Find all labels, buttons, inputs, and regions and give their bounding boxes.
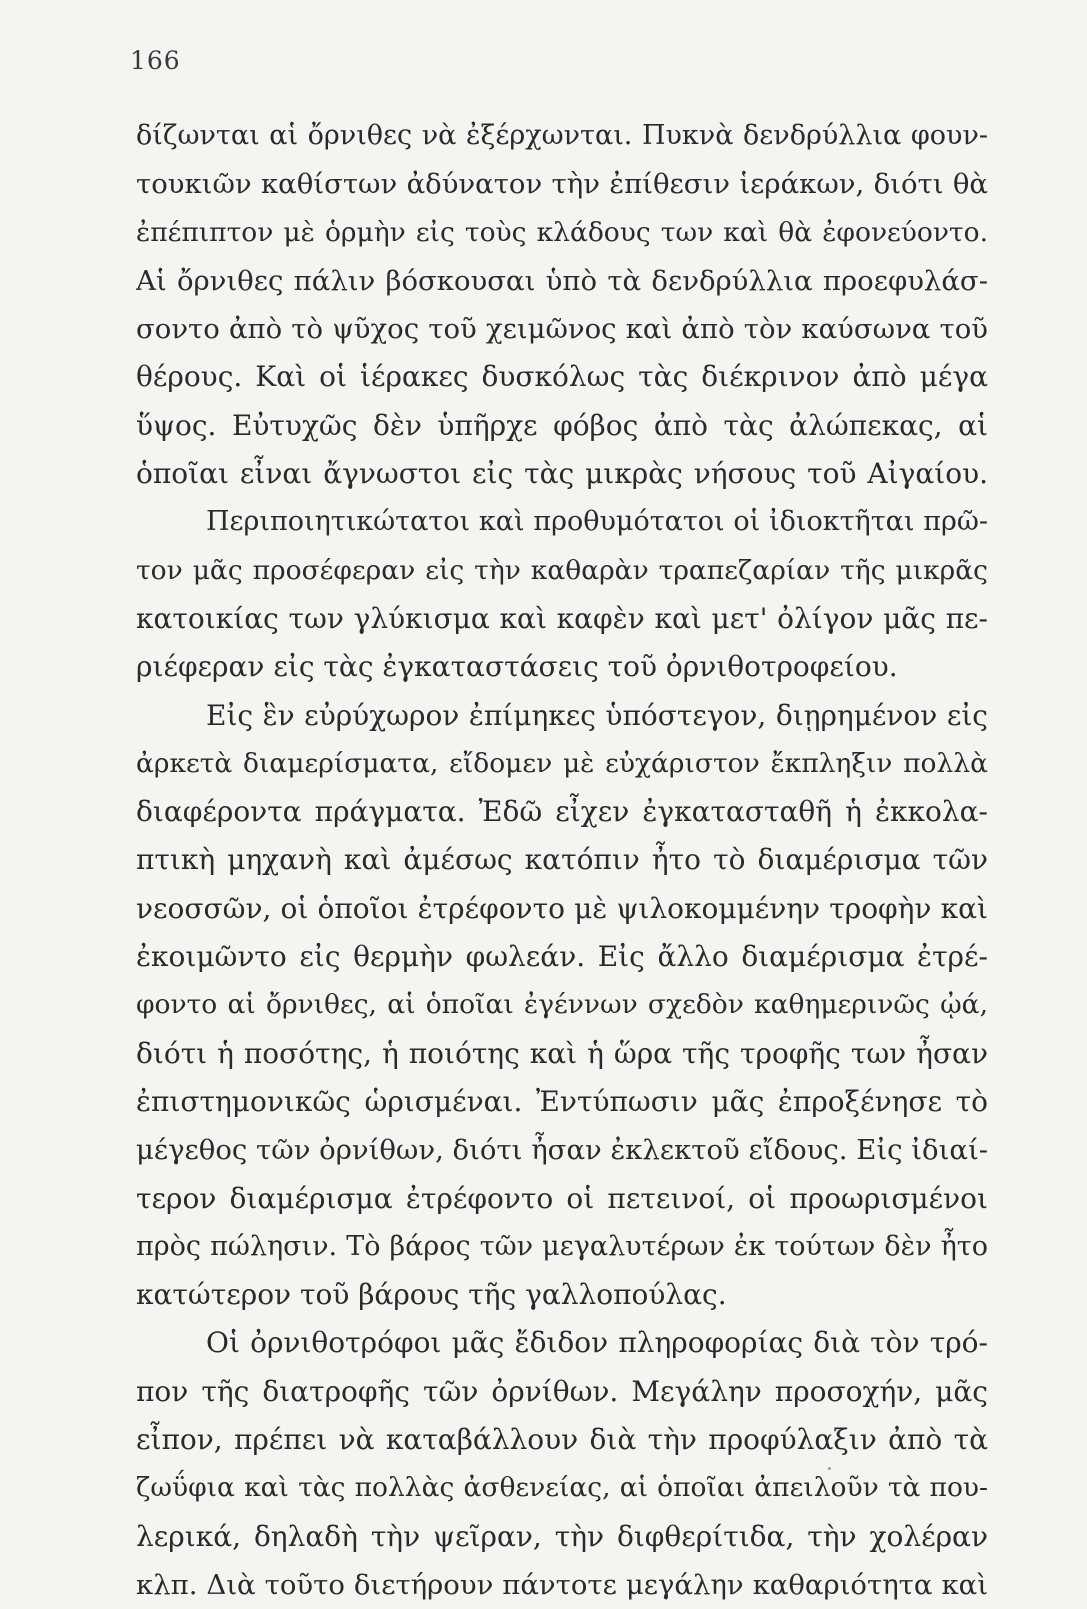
text-line: δίζωνται αἱ ὄρνιθες νὰ ἐξέρχωνται. Πυκνὰ δενδρύλλια φουν-	[136, 120, 988, 151]
text-line: Αἱ ὄρνιθες πάλιν βόσκουσαι ὑπὸ τὰ δενδρύλλια προεφυλάσ-	[136, 264, 988, 297]
text-line: εἶπον, πρέπει νὰ καταβάλλουν διὰ τὴν προφύλαξιν ἀπὸ τὰ	[136, 1423, 988, 1457]
text-line: πρὸς πώλησιν. Τὸ βάρος τῶν μεγαλυτέρων ἐκ τούτων δὲν ἦτο	[136, 1230, 988, 1262]
text-line: μέγεθος τῶν ὀρνίθων, διότι ἦσαν ἐκλεκτοῦ εἴδους. Εἰς ἰδιαί-	[136, 1134, 988, 1167]
text-line: Περιποιητικώτατοι καὶ προθυμότατοι οἱ ἰδιοκτῆται πρῶ-	[206, 506, 988, 538]
text-line: θέρους. Καὶ οἱ ἱέρακες δυσκόλως τὰς διέκρινον ἀπὸ μέγα	[136, 360, 988, 394]
text-line: ὁποῖαι εἶναι ἄγνωστοι εἰς τὰς μικρὰς νήσους τοῦ Αἰγαίου.	[136, 457, 988, 491]
text-line: διαφέροντα πράγματα. Ἐδῶ εἶχεν ἐγκατασταθῆ ἡ ἐκκολα-	[136, 795, 988, 829]
text-line: ὕψος. Εὐτυχῶς δὲν ὑπῆρχε φόβος ἀπὸ τὰς ἀλώπεκας, αἱ	[136, 408, 988, 442]
text-line: ζωΰφια καὶ τὰς πολλὰς ἀσθενείας, αἱ ὁποῖαι ἀπειλοῦν τὰ που-	[136, 1472, 988, 1504]
text-line: ἐκοιμῶντο εἰς θερμὴν φωλεάν. Εἰς ἄλλο διαμέρισμα ἐτρέ-	[136, 940, 988, 974]
text-line: τερον διαμέρισμα ἐτρέφοντο οἱ πετεινοί, οἱ προωρισμένοι	[136, 1181, 988, 1215]
text-line: ἐπέπιπτον μὲ ὁρμὴν εἰς τοὺς κλάδους των καὶ θὰ ἐφονεύοντο.	[136, 216, 988, 248]
text-line: πον τῆς διατροφῆς τῶν ὀρνίθων. Μεγάλην προσοχήν, μᾶς	[136, 1374, 988, 1408]
text-line: νεοσσῶν, οἱ ὁποῖοι ἐτρέφοντο μὲ ψιλοκομμένην τροφὴν καὶ	[136, 891, 988, 925]
text-line: ριέφεραν εἰς τὰς ἐγκαταστάσεις τοῦ ὀρνιθοτροφείου.	[136, 650, 898, 684]
text-line: κλπ. Διὰ τοῦτο διετήρουν πάντοτε μεγάλην καθαριότητα καὶ	[136, 1568, 988, 1601]
text-line: σοντο ἀπὸ τὸ ψῦχος τοῦ χειμῶνος καὶ ἀπὸ τὸν καύσωνα τοῦ	[136, 313, 988, 346]
text-line: Εἰς ἓν εὐρύχωρον ἐπίμηκες ὑπόστεγον, διῃρημένον εἰς	[206, 698, 988, 732]
text-line: διότι ἡ ποσότης, ἡ ποιότης καὶ ἡ ὥρα τῆς τροφῆς των ἦσαν	[136, 1036, 988, 1070]
text-line: ἐπιστημονικῶς ὡρισμέναι. Ἐντύπωσιν μᾶς ἐπροξένησε τὸ	[136, 1084, 988, 1118]
text-line: λερικά, δηλαδὴ τὴν ψεῖραν, τὴν διφθερίτιδα, τὴν χολέραν	[136, 1519, 988, 1553]
text-line: κατώτερον τοῦ βάρους τῆς γαλλοπούλας.	[136, 1278, 727, 1312]
text-line: Οἱ ὀρνιθοτρόφοι μᾶς ἔδιδον πληροφορίας διὰ τὸν τρό-	[206, 1326, 988, 1360]
text-line: ἀρκετὰ διαμερίσματα, εἴδομεν μὲ εὐχάριστον ἔκπληξιν πολλὰ	[136, 747, 988, 779]
text-line: κατοικίας των γλύκισμα καὶ καφὲν καὶ μετ' ὀλίγον μᾶς πε-	[136, 601, 988, 635]
text-line: τουκιῶν καθίστων ἀδύνατον τὴν ἐπίθεσιν ἱεράκων, διότι θὰ	[136, 168, 988, 201]
text-line: πτικὴ μηχανὴ καὶ ἀμέσως κατόπιν ἦτο τὸ διαμέρισμα τῶν	[136, 843, 988, 877]
text-line: φοντο αἱ ὄρνιθες, αἱ ὁποῖαι ἐγέννων σχεδὸν καθημερινῶς ᾠά,	[136, 989, 988, 1021]
paper-speck	[828, 1467, 831, 1470]
body-text	[136, 112, 988, 1609]
text-line: τον μᾶς προσέφεραν εἰς τὴν καθαρὰν τραπεζαρίαν τῆς μικρᾶς	[136, 554, 988, 586]
page-number: 166	[130, 46, 181, 75]
